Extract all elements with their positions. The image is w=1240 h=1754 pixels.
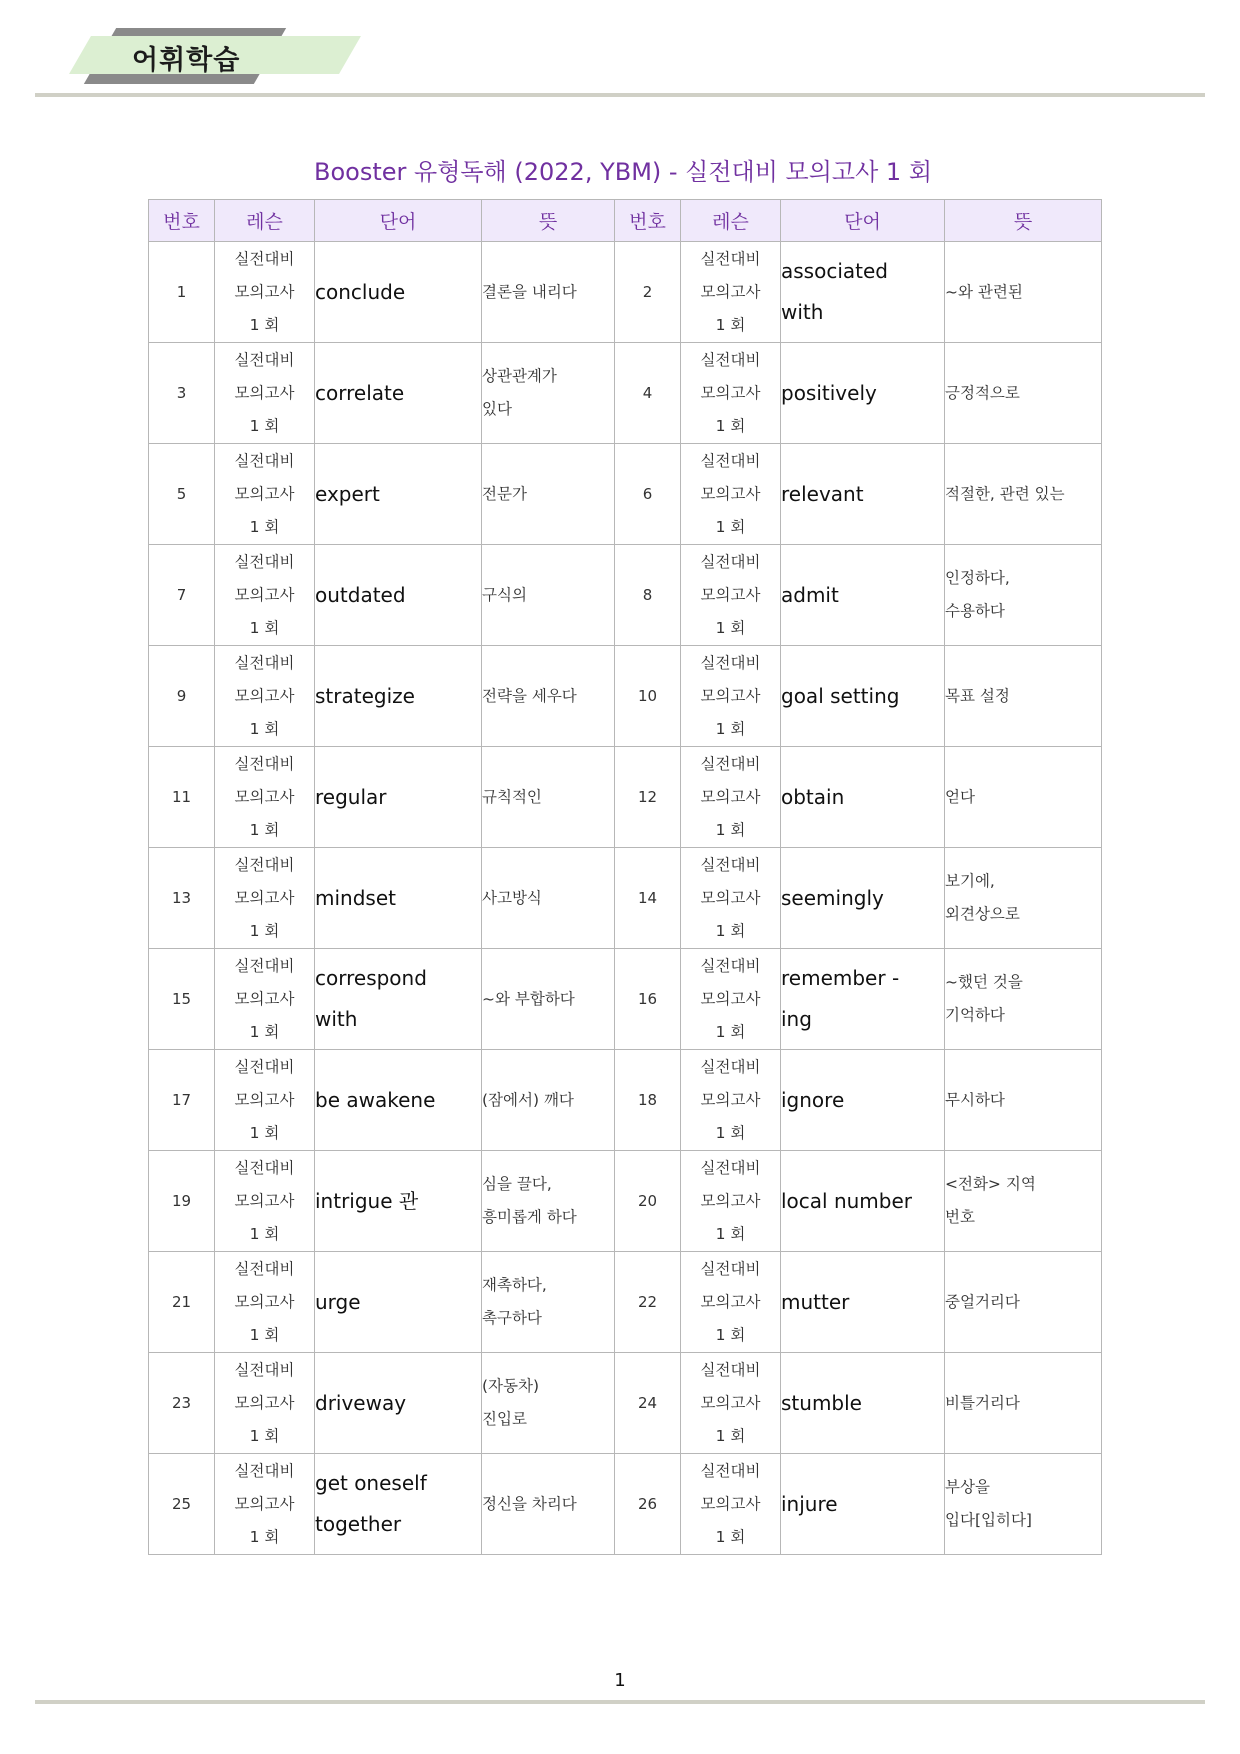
entry-lesson [681, 848, 781, 949]
entry-number: 21 [149, 1252, 215, 1353]
entry-word [781, 242, 945, 343]
entry-word-line: stumble [781, 1390, 862, 1415]
table-header-row [149, 200, 1102, 242]
entry-lesson-line: 실전대비 [234, 1158, 295, 1177]
entry-number: 6 [615, 444, 681, 545]
entry-word [781, 545, 945, 646]
entry-meaning [945, 848, 1102, 949]
entry-meaning-line: 입다[입히다] [945, 1511, 1032, 1529]
table-body [149, 242, 1102, 1555]
entry-lesson-line: 모의고사 [234, 1494, 295, 1513]
entry-lesson [215, 848, 315, 949]
entry-lesson-line: 모의고사 [234, 585, 295, 604]
table-row [149, 444, 1102, 545]
entry-lesson-line: 모의고사 [700, 383, 761, 402]
entry-lesson-line: 실전대비 [234, 1461, 295, 1480]
entry-word-line: urge [315, 1289, 361, 1314]
entry-word [315, 1252, 482, 1353]
header-lesson-col: 레슨 [215, 200, 315, 242]
entry-word-line: remember - [781, 966, 900, 990]
entry-lesson-line: 1 회 [249, 1527, 280, 1546]
entry-number: 2 [615, 242, 681, 343]
entry-number: 22 [615, 1252, 681, 1353]
entry-lesson-line: 모의고사 [234, 282, 295, 301]
entry-number: 12 [615, 747, 681, 848]
entry-word-line: with [315, 1007, 358, 1031]
entry-word-line: intrigue 관 [315, 1188, 419, 1213]
entry-lesson-line: 실전대비 [234, 249, 295, 268]
entry-lesson-line: 실전대비 [234, 350, 295, 369]
entry-word [781, 343, 945, 444]
entry-word [781, 1252, 945, 1353]
entry-lesson [681, 1252, 781, 1353]
entry-lesson-line: 실전대비 [700, 1158, 761, 1177]
entry-meaning-line: 적절한, 관련 있는 [945, 484, 1065, 503]
entry-lesson-line: 실전대비 [700, 653, 761, 672]
entry-lesson-line: 실전대비 [700, 249, 761, 268]
entry-lesson-line: 1 회 [715, 1123, 746, 1142]
entry-lesson-line: 실전대비 [700, 754, 761, 773]
entry-meaning-line: 목표 설정 [945, 686, 1010, 705]
entry-number: 11 [149, 747, 215, 848]
entry-meaning-line: ~와 관련된 [945, 282, 1023, 301]
entry-lesson-line: 모의고사 [700, 1494, 761, 1513]
entry-lesson-line: 모의고사 [700, 1393, 761, 1412]
entry-meaning-line: 기억하다 [945, 1006, 1005, 1024]
entry-word-line: mutter [781, 1289, 850, 1314]
entry-meaning-line: 촉구하다 [482, 1309, 542, 1327]
entry-lesson [215, 949, 315, 1050]
entry-meaning [482, 242, 615, 343]
entry-lesson-line: 실전대비 [700, 1259, 761, 1278]
entry-lesson-line: 실전대비 [234, 754, 295, 773]
entry-meaning-line: <전화> 지역 [945, 1175, 1036, 1193]
entry-number: 3 [149, 343, 215, 444]
entry-number: 20 [615, 1151, 681, 1252]
entry-lesson [215, 343, 315, 444]
entry-lesson [215, 545, 315, 646]
table-row [149, 1050, 1102, 1151]
entry-meaning-line: 중얼거리다 [945, 1292, 1020, 1311]
entry-word-line: obtain [781, 784, 845, 809]
entry-word [781, 1353, 945, 1454]
entry-meaning [482, 343, 615, 444]
entry-lesson-line: 실전대비 [234, 1259, 295, 1278]
entry-lesson [681, 949, 781, 1050]
entry-number: 24 [615, 1353, 681, 1454]
entry-meaning [945, 444, 1102, 545]
entry-word [781, 848, 945, 949]
header-meaning-col: 뜻 [482, 200, 615, 242]
entry-lesson-line: 모의고사 [700, 585, 761, 604]
table-row [149, 1454, 1102, 1555]
entry-meaning-line: 정신을 차리다 [482, 1494, 577, 1513]
entry-meaning [482, 949, 615, 1050]
entry-lesson-line: 1 회 [249, 416, 280, 435]
entry-lesson-line: 1 회 [249, 921, 280, 940]
entry-word-line: get oneself [315, 1471, 427, 1495]
vocabulary-table [148, 199, 1102, 1555]
entry-lesson-line: 1 회 [249, 1325, 280, 1344]
entry-word [315, 949, 482, 1050]
entry-lesson-line: 모의고사 [234, 989, 295, 1008]
entry-lesson-line: 1 회 [249, 1426, 280, 1445]
entry-lesson [681, 242, 781, 343]
entry-meaning-line: 상관관계가 [482, 367, 557, 385]
header-word-col: 단어 [781, 200, 945, 242]
entry-meaning-line: 흥미롭게 하다 [482, 1208, 577, 1226]
entry-meaning-line: 결론을 내리다 [482, 282, 577, 301]
entry-meaning-line: 얻다 [945, 787, 975, 806]
entry-lesson [215, 242, 315, 343]
entry-lesson-line: 실전대비 [700, 1461, 761, 1480]
entry-meaning [945, 1454, 1102, 1555]
entry-meaning-line: 보기에, [945, 872, 995, 890]
entry-word [315, 545, 482, 646]
entry-lesson [681, 1151, 781, 1252]
entry-lesson-line: 1 회 [715, 1426, 746, 1445]
header-number-col: 번호 [615, 200, 681, 242]
entry-meaning-line: 번호 [945, 1208, 975, 1226]
entry-number: 18 [615, 1050, 681, 1151]
entry-meaning [482, 444, 615, 545]
entry-number: 26 [615, 1454, 681, 1555]
entry-word-line: positively [781, 380, 877, 405]
entry-meaning [482, 1454, 615, 1555]
entry-number: 19 [149, 1151, 215, 1252]
entry-number: 5 [149, 444, 215, 545]
entry-number: 23 [149, 1353, 215, 1454]
entry-meaning [945, 242, 1102, 343]
entry-number: 4 [615, 343, 681, 444]
entry-meaning-line: ~했던 것을 [945, 973, 1023, 991]
entry-word-line: admit [781, 582, 839, 607]
entry-lesson-line: 실전대비 [700, 350, 761, 369]
entry-word [315, 1050, 482, 1151]
entry-lesson [215, 444, 315, 545]
entry-word [315, 1454, 482, 1555]
entry-lesson [681, 343, 781, 444]
entry-meaning-line: 재촉하다, [482, 1276, 547, 1294]
entry-meaning [945, 1050, 1102, 1151]
entry-lesson-line: 실전대비 [700, 451, 761, 470]
entry-meaning-line: 규칙적인 [482, 787, 542, 806]
entry-word-line: with [781, 300, 824, 324]
entry-word [781, 1151, 945, 1252]
entry-lesson-line: 1 회 [715, 1527, 746, 1546]
entry-word-line: mindset [315, 885, 396, 910]
entry-number: 9 [149, 646, 215, 747]
entry-word-line: correlate [315, 380, 405, 405]
entry-lesson-line: 실전대비 [700, 1057, 761, 1076]
entry-lesson [681, 1454, 781, 1555]
entry-lesson-line: 모의고사 [700, 1292, 761, 1311]
entry-lesson-line: 모의고사 [700, 888, 761, 907]
table-row [149, 545, 1102, 646]
entry-number: 10 [615, 646, 681, 747]
entry-meaning-line: 구식의 [482, 585, 527, 604]
entry-meaning-line: 있다 [482, 400, 512, 418]
entry-lesson-line: 모의고사 [700, 1090, 761, 1109]
entry-lesson-line: 1 회 [715, 315, 746, 334]
entry-lesson-line: 1 회 [715, 1224, 746, 1243]
entry-lesson-line: 1 회 [249, 1123, 280, 1142]
entry-number: 15 [149, 949, 215, 1050]
entry-word [781, 1050, 945, 1151]
entry-word-line: local number [781, 1188, 913, 1213]
entry-lesson [215, 1454, 315, 1555]
entry-word [781, 1454, 945, 1555]
entry-word-line: goal setting [781, 683, 900, 708]
entry-word [315, 444, 482, 545]
entry-lesson [215, 1050, 315, 1151]
entry-word-line: outdated [315, 582, 406, 607]
table-row [149, 1353, 1102, 1454]
entry-word-line: strategize [315, 683, 415, 708]
entry-lesson-line: 1 회 [715, 517, 746, 536]
entry-lesson-line: 1 회 [249, 618, 280, 637]
entry-lesson-line: 1 회 [249, 820, 280, 839]
entry-lesson-line: 실전대비 [234, 653, 295, 672]
entry-lesson-line: 1 회 [715, 921, 746, 940]
entry-number: 8 [615, 545, 681, 646]
document-title: Booster 유형독해 (2022, YBM) - 실전대비 모의고사 1 회 [314, 158, 932, 186]
entry-lesson-line: 모의고사 [234, 1393, 295, 1412]
entry-lesson-line: 실전대비 [700, 1360, 761, 1379]
entry-word [315, 242, 482, 343]
entry-word [781, 444, 945, 545]
table-row [149, 747, 1102, 848]
entry-lesson-line: 모의고사 [700, 282, 761, 301]
table-row [149, 1252, 1102, 1353]
header-number-col: 번호 [149, 200, 215, 242]
entry-number: 25 [149, 1454, 215, 1555]
entry-meaning-line: 비틀거리다 [945, 1393, 1020, 1412]
entry-number: 13 [149, 848, 215, 949]
entry-lesson-line: 모의고사 [700, 1191, 761, 1210]
entry-meaning-line: 사고방식 [482, 888, 542, 907]
entry-word-line: injure [781, 1491, 838, 1516]
entry-lesson-line: 1 회 [249, 1022, 280, 1041]
entry-lesson-line: 모의고사 [234, 1090, 295, 1109]
entry-meaning [482, 848, 615, 949]
entry-lesson-line: 모의고사 [700, 787, 761, 806]
entry-lesson-line: 실전대비 [700, 956, 761, 975]
entry-meaning [482, 1252, 615, 1353]
entry-lesson-line: 모의고사 [234, 1292, 295, 1311]
entry-word [781, 949, 945, 1050]
section-title: 어휘학습 [132, 45, 241, 76]
entry-meaning-line: 수용하다 [945, 602, 1005, 620]
entry-word-line: ignore [781, 1087, 845, 1112]
entry-word-line: together [315, 1512, 402, 1536]
entry-lesson-line: 실전대비 [700, 855, 761, 874]
entry-lesson-line: 1 회 [249, 315, 280, 334]
entry-lesson-line: 실전대비 [234, 956, 295, 975]
header-lesson-col: 레슨 [681, 200, 781, 242]
page-number: 1 [614, 1670, 626, 1691]
entry-lesson [681, 545, 781, 646]
entry-lesson-line: 1 회 [249, 517, 280, 536]
entry-meaning [945, 1252, 1102, 1353]
entry-lesson-line: 1 회 [715, 820, 746, 839]
entry-lesson-line: 모의고사 [234, 686, 295, 705]
footer-divider [35, 1700, 1205, 1704]
entry-word-line: conclude [315, 279, 406, 304]
entry-meaning [945, 646, 1102, 747]
entry-lesson-line: 실전대비 [234, 1360, 295, 1379]
entry-number: 17 [149, 1050, 215, 1151]
entry-lesson-line: 1 회 [715, 719, 746, 738]
entry-number: 7 [149, 545, 215, 646]
entry-word-line: relevant [781, 481, 864, 506]
entry-lesson-line: 모의고사 [234, 787, 295, 806]
entry-word-line: associated [781, 259, 888, 283]
entry-lesson-line: 실전대비 [234, 552, 295, 571]
page-header [0, 0, 1240, 100]
entry-number: 14 [615, 848, 681, 949]
entry-word [315, 646, 482, 747]
entry-lesson [681, 444, 781, 545]
entry-meaning [945, 1151, 1102, 1252]
entry-lesson [681, 1050, 781, 1151]
entry-meaning [482, 646, 615, 747]
entry-lesson [215, 747, 315, 848]
entry-lesson [215, 1353, 315, 1454]
entry-meaning [482, 1151, 615, 1252]
entry-word-line: expert [315, 481, 380, 506]
entry-word [315, 343, 482, 444]
table-row [149, 646, 1102, 747]
entry-meaning [945, 949, 1102, 1050]
entry-meaning [482, 1050, 615, 1151]
entry-meaning-line: 전문가 [482, 484, 527, 503]
entry-meaning-line: (자동차) [482, 1377, 540, 1395]
entry-word [315, 848, 482, 949]
entry-lesson [215, 1151, 315, 1252]
table-row [149, 343, 1102, 444]
entry-lesson-line: 실전대비 [234, 855, 295, 874]
entry-meaning-line: (잠에서) 깨다 [482, 1090, 574, 1109]
entry-meaning [482, 545, 615, 646]
entry-lesson-line: 실전대비 [234, 451, 295, 470]
entry-word-line: regular [315, 784, 387, 809]
entry-lesson-line: 1 회 [249, 1224, 280, 1243]
entry-meaning-line: 긍정적으로 [945, 383, 1020, 402]
entry-lesson [681, 1353, 781, 1454]
entry-lesson [215, 1252, 315, 1353]
table-row [149, 242, 1102, 343]
entry-lesson-line: 모의고사 [234, 383, 295, 402]
header-meaning-col: 뜻 [945, 200, 1102, 242]
entry-word-line: be awakene [315, 1087, 436, 1112]
entry-lesson-line: 1 회 [715, 416, 746, 435]
entry-word [781, 646, 945, 747]
entry-meaning [482, 1353, 615, 1454]
entry-lesson-line: 모의고사 [234, 888, 295, 907]
entry-meaning [945, 747, 1102, 848]
entry-word [315, 747, 482, 848]
entry-lesson-line: 모의고사 [700, 686, 761, 705]
entry-lesson-line: 실전대비 [700, 552, 761, 571]
entry-word [315, 1151, 482, 1252]
table-row [149, 1151, 1102, 1252]
entry-lesson-line: 1 회 [715, 1325, 746, 1344]
entry-word-line: seemingly [781, 885, 884, 910]
header-word-col: 단어 [315, 200, 482, 242]
entry-lesson-line: 모의고사 [700, 484, 761, 503]
table-row [149, 949, 1102, 1050]
entry-lesson-line: 1 회 [715, 1022, 746, 1041]
entry-lesson [681, 747, 781, 848]
entry-lesson-line: 모의고사 [234, 484, 295, 503]
entry-lesson-line: 실전대비 [234, 1057, 295, 1076]
entry-meaning-line: ~와 부합하다 [482, 989, 575, 1008]
header-divider [35, 93, 1205, 97]
entry-lesson [215, 646, 315, 747]
entry-word-line: correspond [315, 966, 427, 990]
entry-meaning-line: 진입로 [482, 1410, 527, 1428]
entry-number: 1 [149, 242, 215, 343]
entry-lesson-line: 모의고사 [700, 989, 761, 1008]
entry-meaning-line: 부상을 [945, 1478, 990, 1496]
entry-meaning [945, 1353, 1102, 1454]
entry-meaning-line: 심을 끌다, [482, 1175, 552, 1193]
entry-meaning-line: 인정하다, [945, 569, 1010, 587]
table-row [149, 848, 1102, 949]
entry-lesson [681, 646, 781, 747]
entry-meaning-line: 외견상으로 [945, 905, 1020, 923]
entry-word [781, 747, 945, 848]
entry-meaning [945, 343, 1102, 444]
entry-word-line: driveway [315, 1390, 407, 1415]
entry-word-line: ing [781, 1007, 812, 1031]
entry-meaning-line: 전략을 세우다 [482, 686, 577, 705]
entry-meaning [945, 545, 1102, 646]
entry-meaning-line: 무시하다 [945, 1090, 1005, 1109]
entry-word [315, 1353, 482, 1454]
entry-lesson-line: 1 회 [249, 719, 280, 738]
entry-number: 16 [615, 949, 681, 1050]
entry-lesson-line: 1 회 [715, 618, 746, 637]
entry-meaning [482, 747, 615, 848]
entry-lesson-line: 모의고사 [234, 1191, 295, 1210]
